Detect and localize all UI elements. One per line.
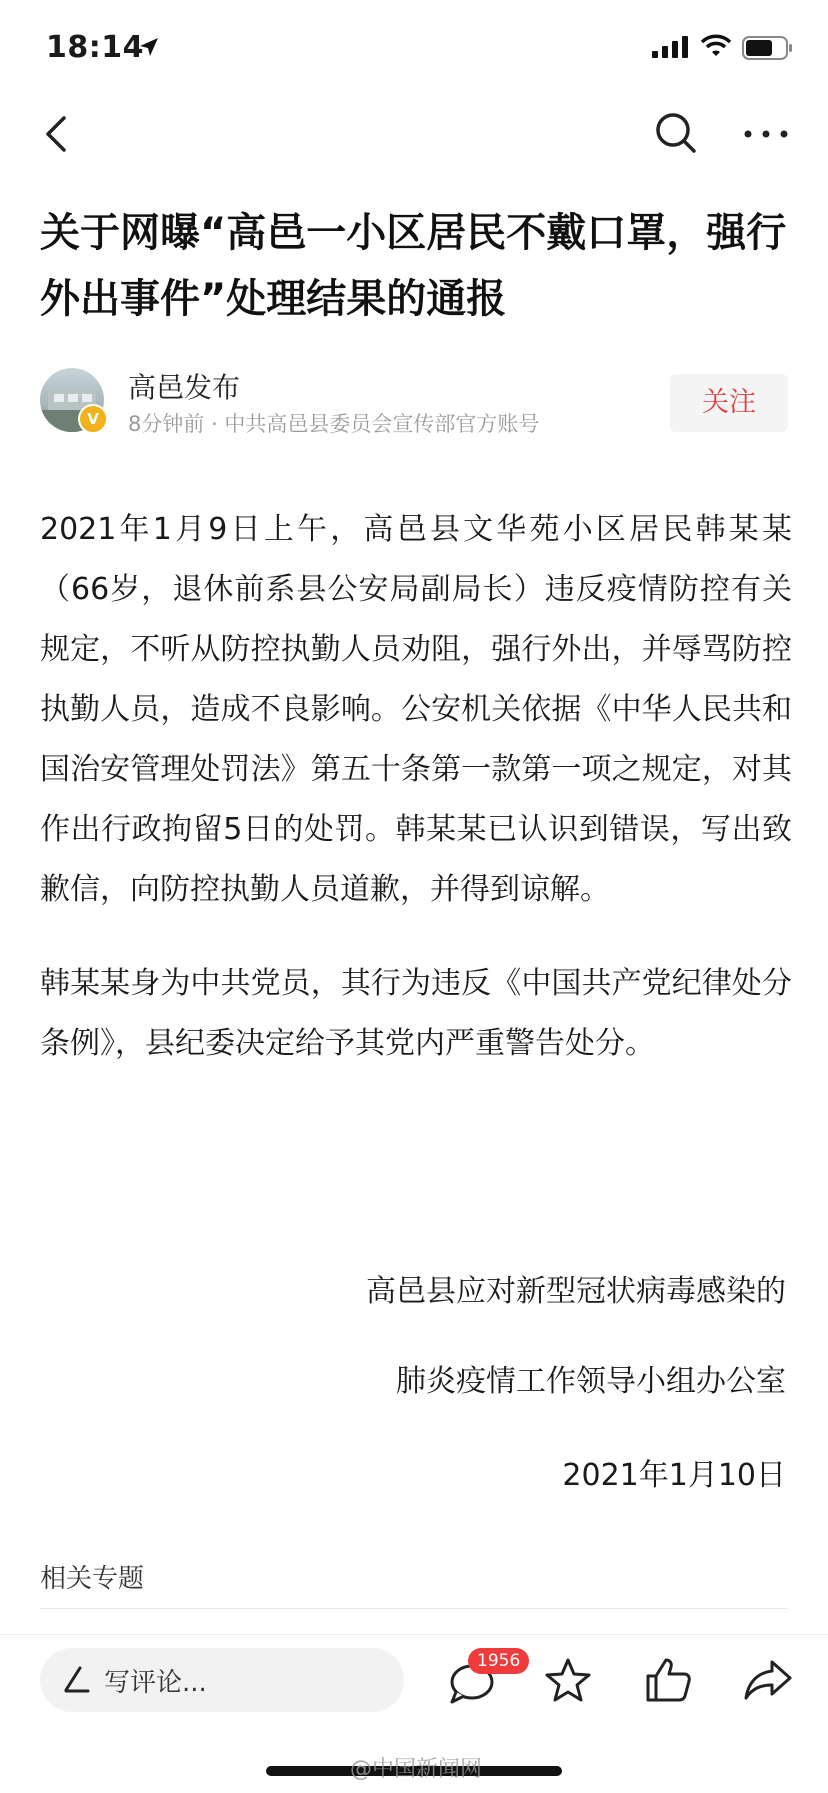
verified-badge: V — [78, 404, 108, 434]
article-title: 关于网曝“高邑一小区居民不戴口罩，强行外出事件”处理结果的通报 — [40, 210, 787, 322]
more-icon[interactable] — [736, 104, 796, 164]
search-icon[interactable] — [646, 104, 706, 164]
pen-icon — [62, 1664, 92, 1698]
status-bar — [0, 0, 828, 100]
status-time: 18:14 — [46, 30, 144, 65]
comment-input[interactable] — [40, 1648, 404, 1712]
account-description: 中共高邑县委员会宣传部官方账号 — [224, 412, 540, 436]
article-body — [40, 500, 792, 1108]
signature-line-2: 肺炎疫情工作领导小组办公室 — [396, 1364, 786, 1399]
author-name[interactable]: 高邑发布 — [128, 371, 241, 404]
divider — [40, 1608, 788, 1609]
paragraph-2: 韩某某身为中共党员，其行为违反《中国共产党纪律处分条例》，县纪委决定给予其党内严重警告处分。 — [40, 966, 792, 1061]
back-arrow-icon[interactable] — [30, 104, 90, 164]
signature-date: 2021年1月10日 — [562, 1458, 786, 1493]
share-icon[interactable] — [736, 1648, 800, 1712]
cellular-signal-icon — [652, 36, 690, 62]
related-topics-label[interactable]: 相关专题 — [40, 1564, 145, 1594]
paragraph-1: 2021年1月9日上午，高邑县文华苑小区居民韩某某（66岁，退休前系县公安局副局长）违反疫情防控有关规定，不听从防控执勤人员劝阻，强行外出，并辱骂防控执勤人员，造成不良影响。公安机关依据《中华人民共和国治安管理处罚法》第五十条第一款第一项之规定，对其作出行政拘留5日的处罚。韩某某已认识到错误，写出致歉信，向防控执勤人员道歉，并得到谅解。 — [40, 512, 792, 907]
battery-icon — [742, 36, 794, 64]
comment-placeholder: 写评论... — [104, 1668, 207, 1698]
star-icon[interactable] — [536, 1648, 600, 1712]
post-time: 8分钟前 — [128, 412, 205, 436]
follow-button[interactable]: 关注 — [670, 374, 788, 432]
signature-line-1: 高邑县应对新型冠状病毒感染的 — [366, 1274, 786, 1309]
watermark: @中国新闻网 — [350, 1757, 483, 1782]
thumbs-up-icon[interactable] — [636, 1648, 700, 1712]
wifi-icon — [700, 34, 732, 62]
meta-separator: · — [211, 412, 225, 436]
author-meta — [128, 408, 539, 438]
location-arrow-icon — [138, 36, 160, 62]
comment-count-badge: 1956 — [468, 1648, 529, 1674]
